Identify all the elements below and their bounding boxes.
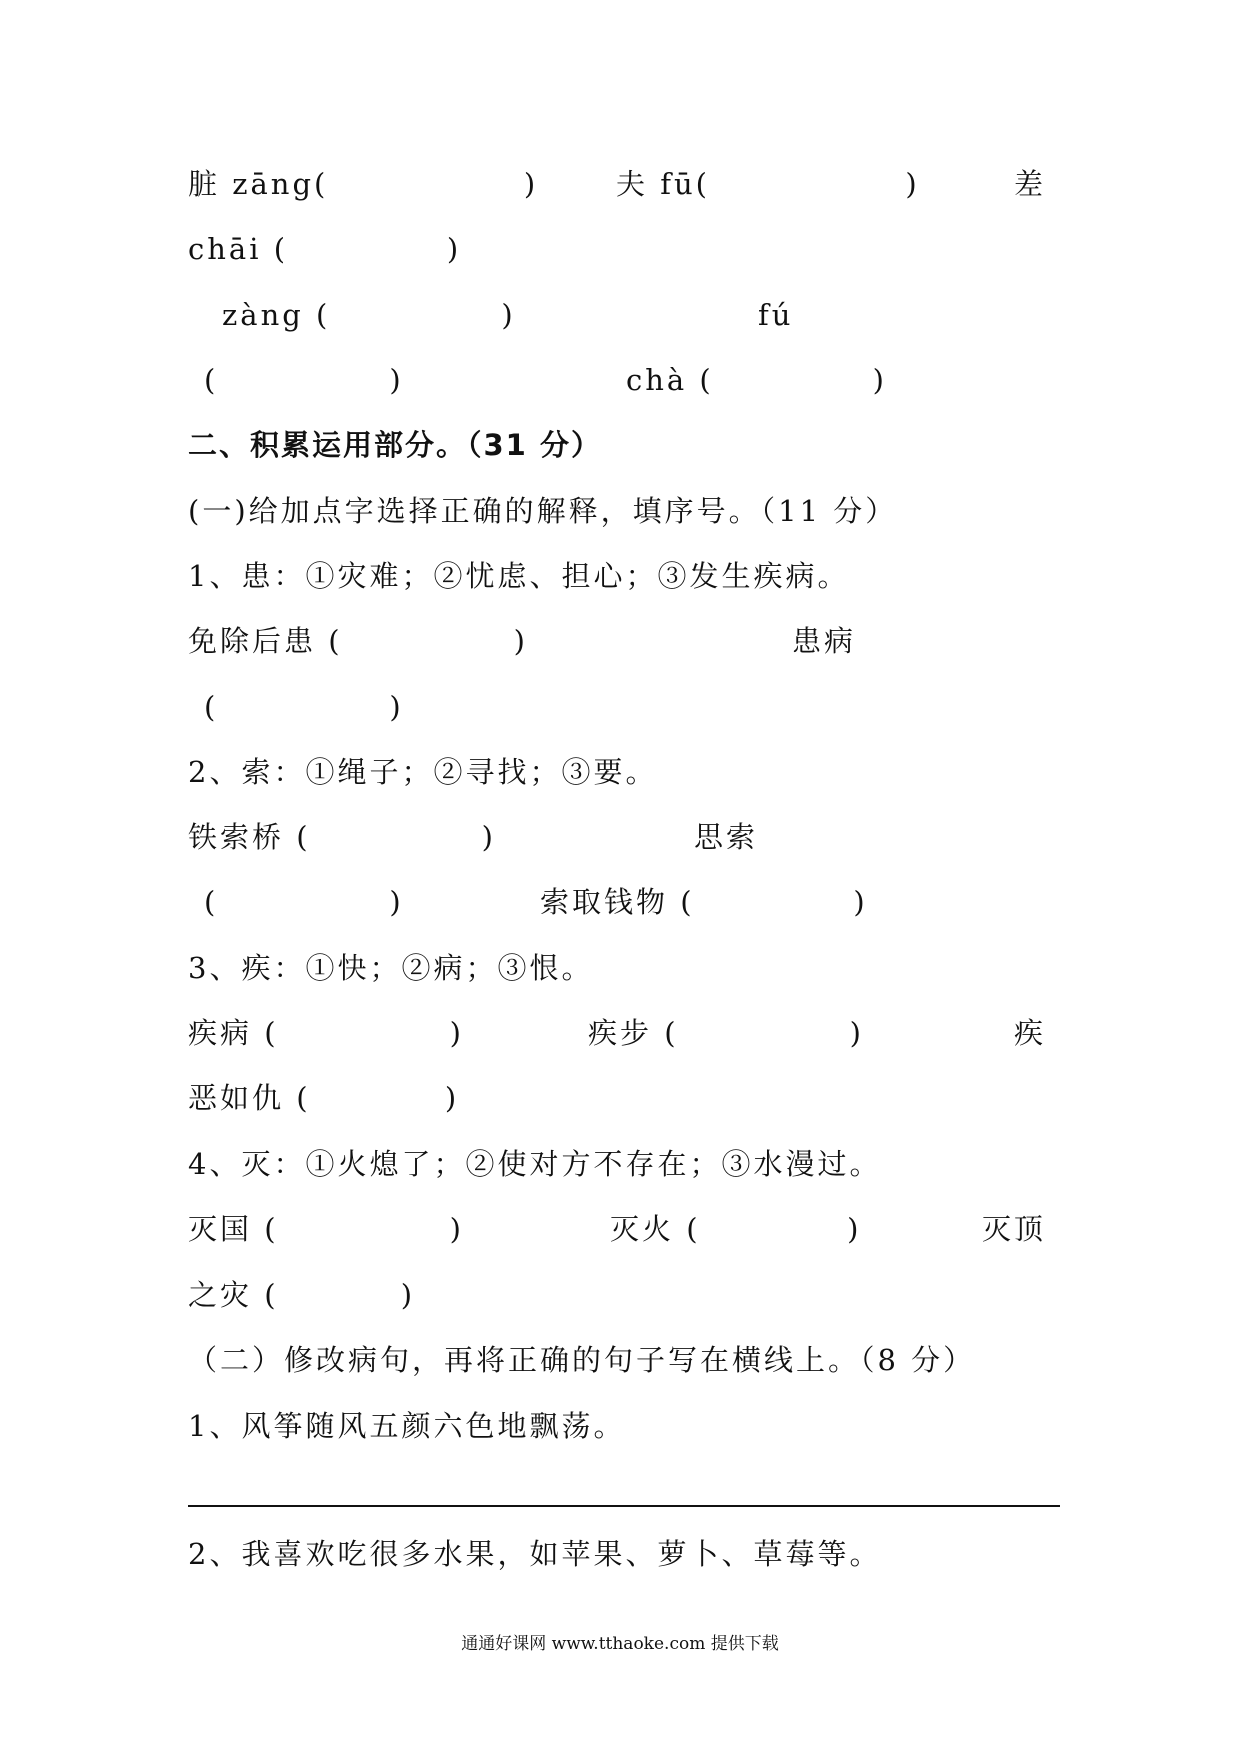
q3-definition: 3、疾：①快；②病；③恨。 [188, 951, 594, 985]
q3-row-2 [188, 1076, 1056, 1120]
q2-item-d: 索取钱物 ( ) [540, 885, 868, 919]
pinyin-item-zang: 脏 zāng( ) [188, 167, 539, 201]
q1-definition: 1、患：①灾难；②忧虑、担心；③发生疾病。 [188, 559, 850, 593]
q2-item-b-blank: ( ) [204, 885, 404, 919]
pinyin-item-cha4: chà ( ) [626, 363, 887, 397]
pinyin-row-3 [188, 293, 1056, 337]
q3-item-b: 疾步 ( ) [588, 1016, 864, 1050]
pinyin-item-fu2-blank: ( ) [204, 363, 404, 397]
pinyin-row-4 [188, 358, 1056, 402]
q1-item-b-blank: ( ) [204, 690, 404, 724]
part2-title: （二）修改病句，再将正确的句子写在横线上。（8 分） [188, 1343, 976, 1377]
q4-row-2 [188, 1273, 1056, 1317]
section-heading: 二、积累运用部分。（31 分） [188, 428, 602, 462]
q3-row [188, 1011, 1056, 1055]
q2-item-b: 思索 [694, 820, 759, 854]
q4-item-a: 灭国 ( ) [188, 1212, 464, 1246]
q1-row [188, 619, 1056, 663]
pinyin-row-1 [188, 162, 1056, 206]
q2-row-2 [188, 880, 1056, 924]
sentence-1: 1、风筝随风五颜六色地飘荡。 [188, 1409, 626, 1443]
pinyin-row-2 [188, 227, 1056, 271]
q1-item-b: 患病 [792, 624, 857, 658]
pinyin-item-fu: 夫 fū( ) [616, 167, 920, 201]
q1-item-a: 免除后患 ( ) [188, 624, 528, 658]
q2-row [188, 815, 1056, 859]
q4-item-b: 灭火 ( ) [610, 1212, 862, 1246]
q3-item-d: 恶如仇 ( ) [188, 1081, 460, 1115]
q2-item-a: 铁索桥 ( ) [188, 820, 496, 854]
sentence-2: 2、我喜欢吃很多水果，如苹果、萝卜、草莓等。 [188, 1537, 882, 1571]
part1-title: (一)给加点字选择正确的解释，填序号。（11 分） [188, 494, 898, 528]
q4-item-c: 灭顶 [982, 1212, 1047, 1246]
pinyin-item-zang4: zàng ( ) [222, 298, 516, 332]
q4-row [188, 1207, 1056, 1251]
q3-item-c: 疾 [1014, 1016, 1047, 1050]
answer-line [188, 1505, 1060, 1507]
q4-item-d: 之灾 ( ) [188, 1278, 416, 1312]
q3-item-a: 疾病 ( ) [188, 1016, 464, 1050]
pinyin-item-fu2: fú [758, 298, 794, 332]
q1-row-2 [188, 685, 1056, 729]
footer-text: 通通好课网 www.tthaoke.com 提供下载 [461, 1634, 779, 1654]
q4-definition: 4、灭：①火熄了；②使对方不存在；③水漫过。 [188, 1147, 882, 1181]
pinyin-item-cha-char: 差 [1014, 167, 1047, 201]
pinyin-item-chai: chāi ( ) [188, 232, 462, 266]
q2-definition: 2、索：①绳子；②寻找；③要。 [188, 755, 658, 789]
